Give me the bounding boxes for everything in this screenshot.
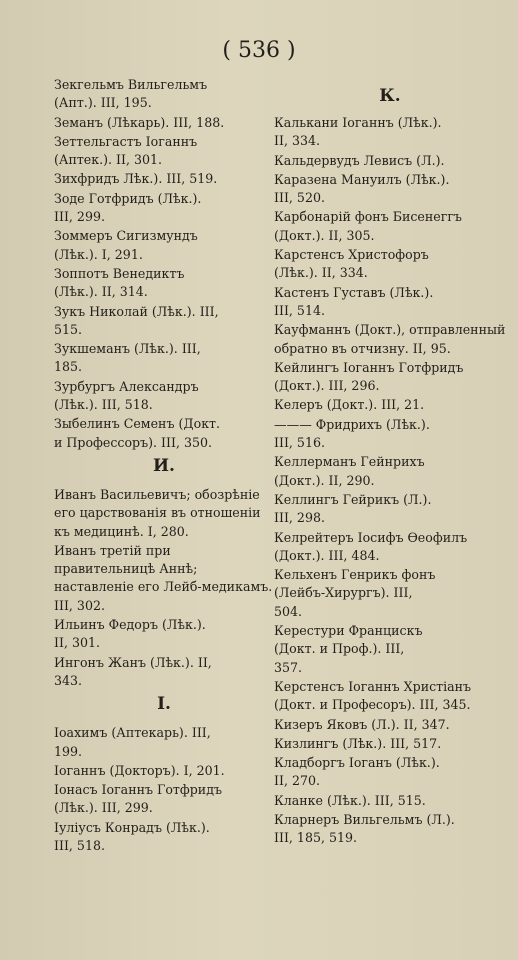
index-entry: Зоппотъ Венедиктъ (Лѣк.). II, 314. [54, 265, 185, 300]
left-column [54, 76, 274, 855]
index-entry: Зихфридъ Лѣк.). III, 519. [54, 171, 218, 187]
index-entry: Келеръ (Докт.). III, 21. [274, 397, 425, 413]
index-entry: Iулiусъ Конрадъ (Лѣк.). III, 518. [54, 819, 210, 853]
index-entry: Зыбелинъ Семенъ (Докт. и Профессоръ). III, 350. [54, 416, 221, 450]
section-heading-i-decimal: I. [157, 694, 171, 715]
index-entry: Кальдервудъ Левисъ (Л.). [274, 152, 445, 168]
index-entry: Зукъ Николай (Лѣк.). III, 515. [54, 303, 219, 337]
index-entry: Зурбургъ Александръ (Лѣк.). III, 518. [54, 378, 199, 413]
right-column [274, 76, 506, 848]
index-entry: Керестури Францискъ (Докт. и Проф.). III, 357. [274, 623, 423, 675]
index-entry: Земанъ (Лѣкарь). III, 188. [54, 114, 225, 130]
index-entry: Кланке (Лѣк.). III, 515. [274, 792, 426, 808]
index-entry: Кауфманнъ (Докт.), отправленный обратно въ отчизну. II, 95. [274, 322, 506, 356]
index-entry: Каразена Мануилъ (Лѣк.). III, 520. [274, 171, 450, 206]
index-entry: Кастенъ Густавъ (Лѣк.). III, 514. [274, 284, 434, 318]
index-entry: Келлингъ Гейрикъ (Л.). III, 298. [274, 491, 432, 526]
index-entry: Кейлингъ Iоганнъ Готфридъ (Докт.). III, 296. [274, 359, 464, 394]
index-entry: Зоммеръ Сигизмундъ (Лѣк.). I, 291. [54, 228, 198, 262]
index-entry: Келлерманъ Гейнрихъ (Докт.). II, 290. [274, 454, 425, 488]
section-heading-i: И. [153, 455, 175, 476]
section-heading-k: К. [379, 86, 401, 106]
index-entry: Зеттельгастъ Iоганнъ (Аптек.). II, 301. [54, 133, 198, 168]
index-entry: Iоганнъ (Докторъ). I, 201. [54, 762, 225, 778]
index-entry: Кизлингъ (Лѣк.). III, 517. [274, 735, 442, 751]
index-entry: Зоде Готфридъ (Лѣк.). III, 299. [54, 190, 202, 225]
index-entry: Карбонарій фонъ Бисенеггъ (Докт.). II, 305. [274, 209, 462, 243]
index-entry: Калькани Iоганнъ (Лѣк.). II, 334. [274, 115, 442, 149]
index-entry: Ильинъ Федоръ (Лѣк.). II, 301. [54, 617, 206, 651]
index-entry: Иванъ третій при правительницѣ Аннѣ; наставленіе его Лейб-медикамъ. III, 302. [54, 542, 273, 613]
index-entry: Иванъ Васильевичъ; обозрѣніе его царствованія въ отношеніи къ медицинѣ. I, 280. [54, 486, 261, 539]
index-entry: Кладборгъ Iоганъ (Лѣк.). II, 270. [274, 755, 440, 789]
index-entry: Зукшеманъ (Лѣк.). III, 185. [54, 341, 201, 375]
index-entry: Ингонъ Жанъ (Лѣк.). II, 343. [54, 654, 212, 688]
index-entry: Келрейтеръ Iосифъ Ѳеофилъ (Докт.). III, 484. [274, 529, 468, 563]
index-entry: Карстенсъ Христофоръ (Лѣк.). II, 334. [274, 247, 429, 281]
page-number: ( 536 ) [222, 38, 296, 63]
index-entry: Кларнеръ Вильгельмъ (Л.). III, 185, 519. [274, 811, 455, 846]
index-entry: Керстенсъ Iоганнъ Христіанъ (Докт. и Професоръ). III, 345. [274, 678, 472, 713]
index-entry: Iоахимъ (Аптекарь). III, 199. [54, 725, 211, 759]
index-entry: Iонасъ Iоганнъ Готфридъ (Лѣк.). III, 299. [54, 782, 222, 816]
index-entry: Кизеръ Яковъ (Л.). II, 347. [274, 716, 450, 732]
index-entry: ——— Фридрихъ (Лѣк.). III, 516. [274, 416, 430, 451]
index-entry: Кельхенъ Генрикъ фонъ (Лейбъ-Хирургъ). III, 504. [274, 567, 436, 619]
index-entry: Зекгельмъ Вильгельмъ (Апт.). III, 195. [54, 77, 208, 111]
